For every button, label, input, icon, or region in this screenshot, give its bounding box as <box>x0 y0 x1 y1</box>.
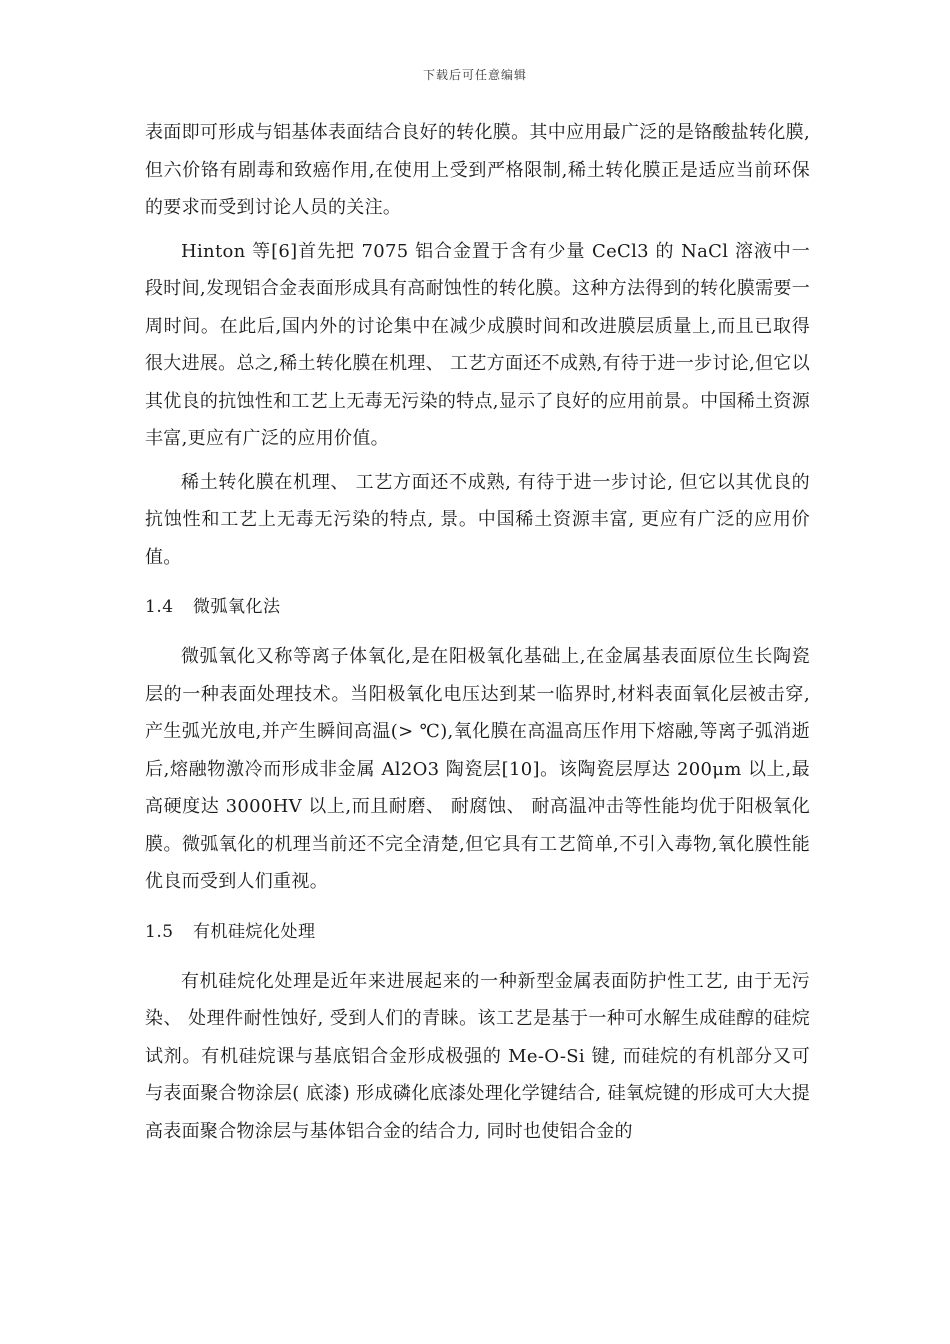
section-heading-1-5 <box>145 915 810 949</box>
section-title: 有机硅烷化处理 <box>193 921 316 942</box>
paragraph-silane-treatment: 有机硅烷化处理是近年来进展起来的一种新型金属表面防护性工艺, 由于无污染、 处理件耐性蚀好, 受到人们的青睐。该工艺是基于一种可水解生成硅醇的硅烷试剂。有机硅烷课与基底铝合金形成极强的 Me-O-Si 键, 而硅烷的有机部分又可与表面聚合物涂层( 底漆) 形成磷化底漆处理化学键结合, 硅氧烷键的形成可大大提高表面聚合物涂层与基体铝合金的结合力, 同时也使铝合金的 <box>145 970 810 1142</box>
section-number: 1.5 <box>145 921 174 942</box>
paragraph-conversion-film-intro: 表面即可形成与铝基体表面结合良好的转化膜。其中应用最广泛的是铬酸盐转化膜,但六价铬有剧毒和致癌作用,在使用上受到严格限制,稀土转化膜正是适应当前环保的要求而受到讨论人员的关注。 <box>145 122 810 218</box>
document-body <box>145 114 810 1150</box>
paragraph-hinton-study: Hinton 等[6]首先把 7075 铝合金置于含有少量 CeCl3 的 NaCl 溶液中一段时间,发现铝合金表面形成具有高耐蚀性的转化膜。这种方法得到的转化膜需要一周时间。在此后,国内外的讨论集中在减少成膜时间和改进膜层质量上,而且已取得很大进展。总之,稀土转化膜在机理、 工艺方面还不成熟,有待于进一步讨论,但它以其优良的抗蚀性和工艺上无毒无污染的特点,显示了良好的应用前景。中国稀土资源丰富,更应有广泛的应用价值。 <box>145 240 810 449</box>
paragraph-rare-earth-summary: 稀土转化膜在机理、 工艺方面还不成熟, 有待于进一步讨论, 但它以其优良的抗蚀性和工艺上无毒无污染的特点, 景。中国稀土资源丰富, 更应有广泛的应用价值。 <box>145 471 810 568</box>
section-heading-1-4 <box>145 590 810 624</box>
page-header: 下载后可任意编辑 <box>422 68 527 82</box>
section-number: 1.4 <box>145 597 174 617</box>
paragraph-micro-arc-oxidation: 微弧氧化又称等离子体氧化,是在阳极氧化基础上,在金属基表面原位生长陶瓷层的一种表面处理技术。当阳极氧化电压达到某一临界时,材料表面氧化层被击穿,产生弧光放电,并产生瞬间高温(> ℃),氧化膜在高温高压作用下熔融,等离子弧消逝后,熔融物激冷而形成非金属 Al2O3 陶瓷层[10]。该陶瓷层厚达 200μm 以上,最高硬度达 3000HV 以上,而且耐磨、 耐腐蚀、 耐高温冲击等性能均优于阳极氧化膜。微弧氧化的机理当前还不完全清楚,但它具有工艺简单,不引入毒物,氧化膜性能优良而受到人们重视。 <box>145 646 810 892</box>
section-title: 微弧氧化法 <box>193 597 281 617</box>
